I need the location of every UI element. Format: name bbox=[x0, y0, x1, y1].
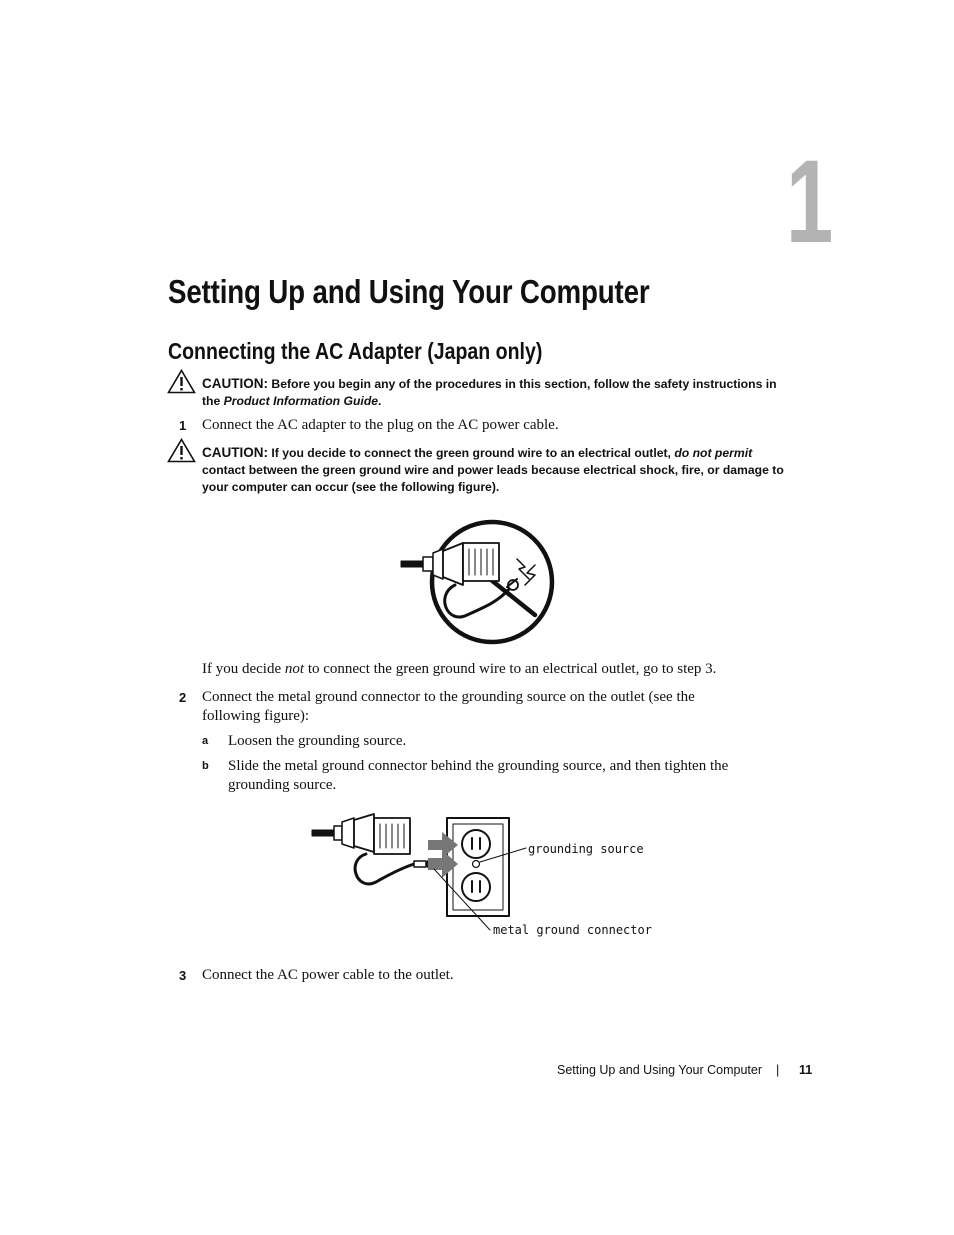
substep-letter: a bbox=[202, 735, 209, 747]
caution-emphasis: do not permit bbox=[674, 446, 753, 460]
metal-ground-connector-label: metal ground connector bbox=[493, 923, 652, 937]
note-emphasis: not bbox=[284, 661, 305, 677]
caution-warning-icon bbox=[167, 369, 196, 394]
chapter-title: Setting Up and Using Your Computer bbox=[168, 273, 650, 310]
substep-text: Loosen the grounding source. bbox=[228, 733, 407, 749]
caution-warning-icon bbox=[167, 438, 196, 463]
caution-label: CAUTION: bbox=[202, 376, 268, 391]
step-text: Connect the AC adapter to the plug on the AC power cable. bbox=[202, 417, 559, 433]
caution-block-2: CAUTION: If you decide to connect the green ground wire to an electrical outlet, do not permit contact between the green ground wire and power leads because electrical shock, fire, or damage to your computer can occur (see the following figure). bbox=[202, 445, 784, 494]
footer-separator: | bbox=[776, 1063, 780, 1077]
prohibited-connection-figure bbox=[395, 515, 560, 650]
step-text: Connect the metal ground connector to the grounding source on the outlet (see the following figure): bbox=[202, 689, 695, 724]
product-information-guide-reference: Product Information Guide bbox=[223, 394, 379, 408]
substep-text: Slide the metal ground connector behind the grounding source, and then tighten the grounding source. bbox=[228, 758, 729, 793]
step-number: 1 bbox=[179, 418, 187, 433]
caution-block-1: CAUTION: Before you begin any of the procedures in this section, follow the safety instructions in the Product Information Guide. bbox=[202, 376, 777, 408]
page-number: 11 bbox=[799, 1063, 813, 1077]
section-title: Connecting the AC Adapter (Japan only) bbox=[168, 338, 543, 364]
chapter-number: 1 bbox=[786, 136, 834, 268]
skip-note: If you decide not to connect the green ground wire to an electrical outlet, go to step 3. bbox=[202, 661, 717, 677]
substep-letter: b bbox=[202, 760, 209, 772]
footer-title: Setting Up and Using Your Computer bbox=[557, 1063, 762, 1077]
caution-text: Before you begin any of the procedures in this section, follow the safety instructions in the bbox=[202, 377, 777, 408]
step-number: 3 bbox=[179, 968, 187, 983]
caution-label: CAUTION: bbox=[202, 445, 268, 460]
step-text: Connect the AC power cable to the outlet. bbox=[202, 967, 454, 983]
grounding-source-label: grounding source bbox=[528, 842, 644, 856]
step-number: 2 bbox=[179, 690, 187, 705]
